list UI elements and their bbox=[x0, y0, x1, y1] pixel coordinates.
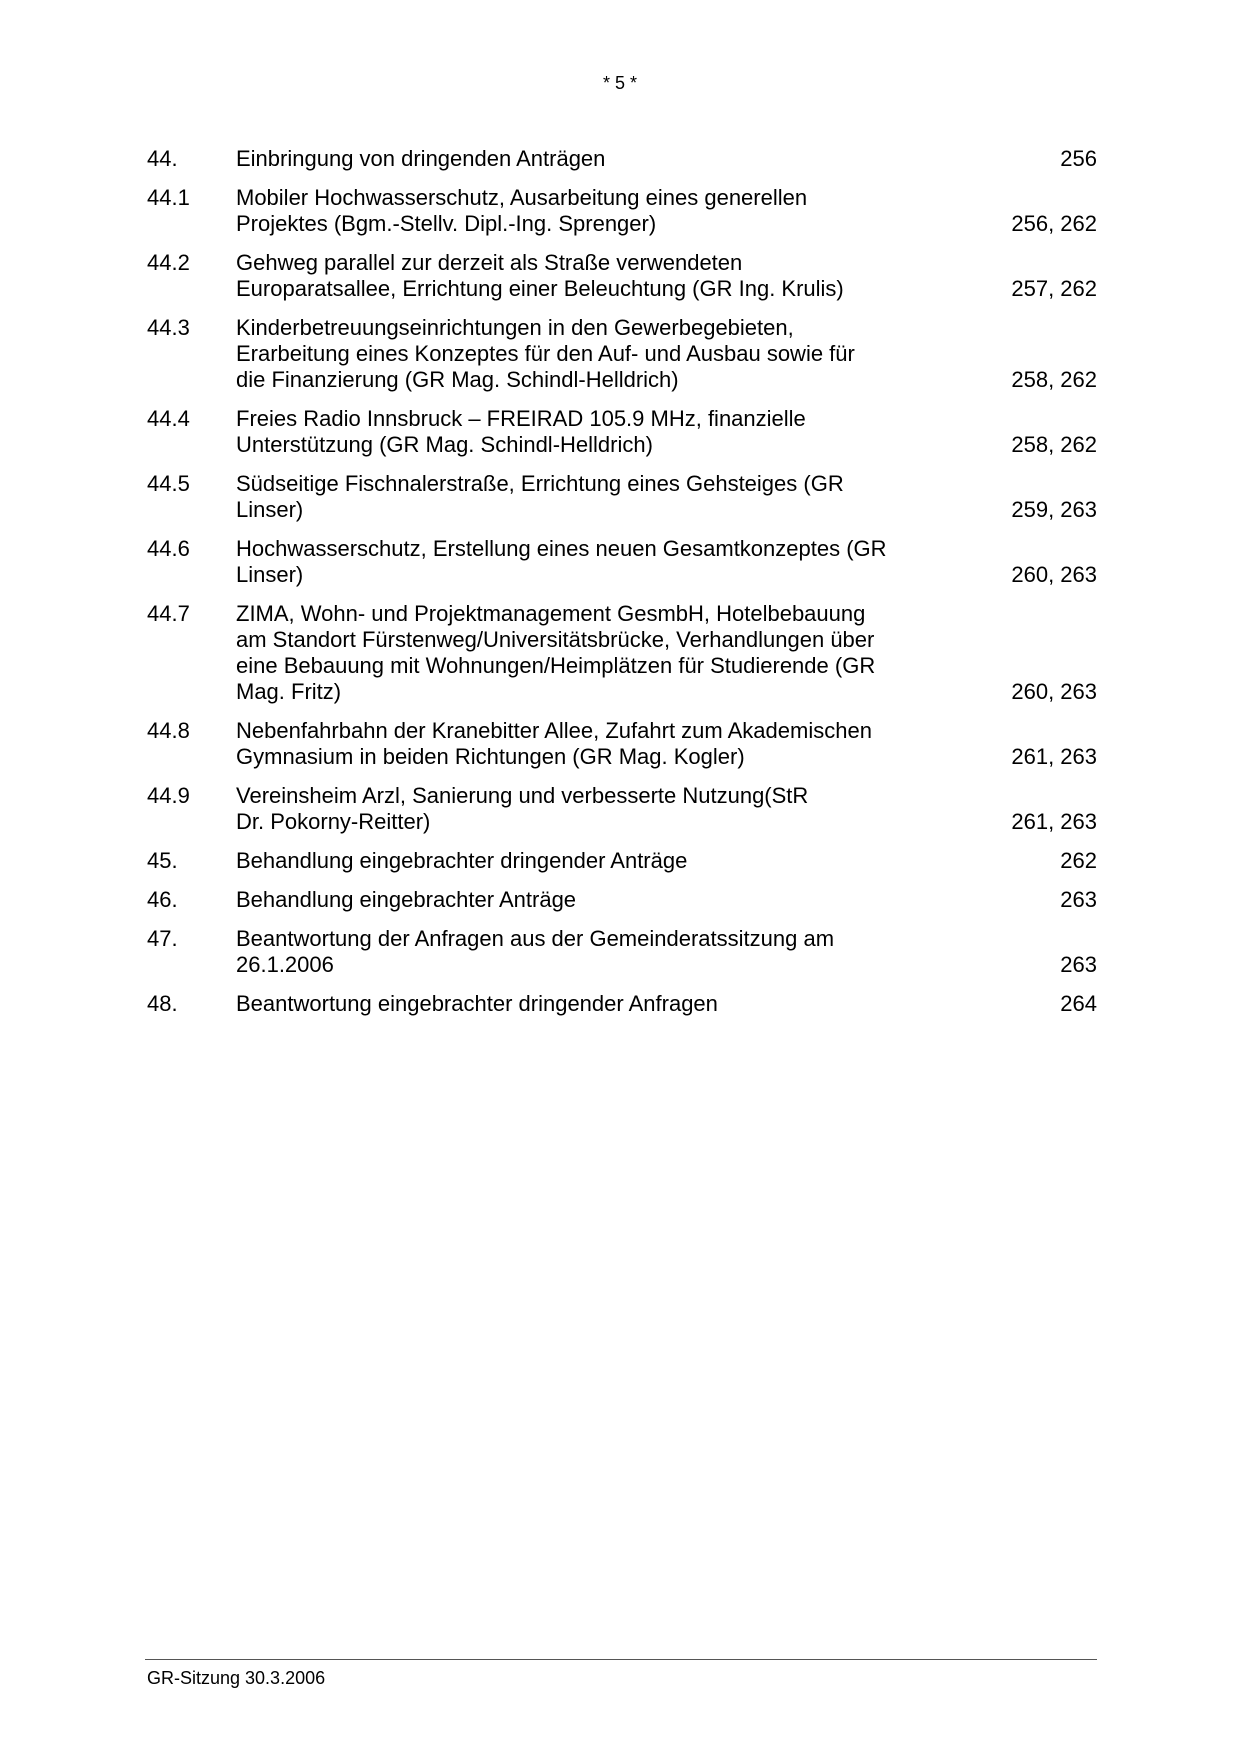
toc-item-number: 44.4 bbox=[147, 406, 190, 431]
toc-item-title: Behandlung eingebrachter Anträge bbox=[236, 887, 577, 912]
toc-item-number: 44.7 bbox=[147, 601, 190, 626]
toc-row-45 bbox=[147, 848, 1097, 874]
toc-item-number: 44.1 bbox=[147, 185, 190, 210]
toc-item-title: Beantwortung eingebrachter dringender Anfragen bbox=[236, 991, 718, 1016]
toc-row-44-4 bbox=[147, 406, 1097, 458]
toc-item-pages: 258, 262 bbox=[1011, 432, 1097, 457]
table-of-contents bbox=[147, 146, 1097, 1030]
toc-row-44-7 bbox=[147, 601, 1097, 705]
toc-item-pages: 264 bbox=[1060, 991, 1097, 1016]
toc-row-44-1 bbox=[147, 185, 1097, 237]
footer-text: GR-Sitzung 30.3.2006 bbox=[147, 1668, 326, 1688]
toc-item-pages: 263 bbox=[1060, 952, 1097, 977]
toc-row-44-9 bbox=[147, 783, 1097, 835]
toc-item-number: 44.5 bbox=[147, 471, 190, 496]
toc-item-pages: 262 bbox=[1060, 848, 1097, 873]
toc-item-title: Beantwortung der Anfragen aus der Gemeinderatssitzung am 26.1.2006 bbox=[236, 926, 835, 977]
toc-row-44-2 bbox=[147, 250, 1097, 302]
toc-row-47 bbox=[147, 926, 1097, 978]
toc-item-title: Kinderbetreuungseinrichtungen in den Gewerbegebieten, Erarbeitung eines Konzeptes für den Auf- und Ausbau sowie für die Finanzierung (GR Mag. Schindl-Helldrich) bbox=[236, 315, 855, 392]
toc-item-number: 47. bbox=[147, 926, 178, 951]
toc-row-44-3 bbox=[147, 315, 1097, 393]
toc-item-title: Mobiler Hochwasserschutz, Ausarbeitung eines generellen Projektes (Bgm.-Stellv. Dipl.-Ing. Sprenger) bbox=[236, 185, 808, 236]
toc-item-title: Südseitige Fischnalerstraße, Errichtung eines Gehsteiges (GR Linser) bbox=[236, 471, 844, 522]
toc-item-pages: 256 bbox=[1060, 146, 1097, 171]
toc-item-pages: 259, 263 bbox=[1011, 497, 1097, 522]
toc-item-pages: 258, 262 bbox=[1011, 367, 1097, 392]
toc-item-pages: 263 bbox=[1060, 887, 1097, 912]
toc-row-44-5 bbox=[147, 471, 1097, 523]
toc-item-pages: 256, 262 bbox=[1011, 211, 1097, 236]
toc-item-title: ZIMA, Wohn- und Projektmanagement GesmbH, Hotelbebauung am Standort Fürstenweg/Universitätsbrücke, Verhandlungen über eine Bebauung mit Wohnungen/Heimplätzen für Studierende (GR Mag. Fritz) bbox=[236, 601, 876, 704]
toc-item-title: Behandlung eingebrachter dringender Anträge bbox=[236, 848, 688, 873]
toc-item-pages: 257, 262 bbox=[1011, 276, 1097, 301]
toc-item-number: 44.2 bbox=[147, 250, 190, 275]
toc-item-title: Vereinsheim Arzl, Sanierung und verbesserte Nutzung(StR Dr. Pokorny-Reitter) bbox=[236, 783, 809, 834]
toc-item-title: Hochwasserschutz, Erstellung eines neuen Gesamtkonzeptes (GR Linser) bbox=[236, 536, 887, 587]
toc-item-number: 44.8 bbox=[147, 718, 190, 743]
toc-item-title: Nebenfahrbahn der Kranebitter Allee, Zufahrt zum Akademischen Gymnasium in beiden Richtungen (GR Mag. Kogler) bbox=[236, 718, 872, 769]
toc-item-pages: 260, 263 bbox=[1011, 679, 1097, 704]
toc-item-number: 44.9 bbox=[147, 783, 190, 808]
toc-item-number: 44.6 bbox=[147, 536, 190, 561]
toc-row-44 bbox=[147, 146, 1097, 172]
toc-item-title: Freies Radio Innsbruck – FREIRAD 105.9 MHz, finanzielle Unterstützung (GR Mag. Schindl-Helldrich) bbox=[236, 406, 806, 457]
toc-item-number: 44.3 bbox=[147, 315, 190, 340]
toc-row-44-8 bbox=[147, 718, 1097, 770]
toc-item-pages: 260, 263 bbox=[1011, 562, 1097, 587]
toc-row-48 bbox=[147, 991, 1097, 1017]
toc-row-44-6 bbox=[147, 536, 1097, 588]
toc-item-pages: 261, 263 bbox=[1011, 809, 1097, 834]
toc-item-number: 46. bbox=[147, 887, 178, 912]
toc-item-number: 48. bbox=[147, 991, 178, 1016]
toc-item-title: Gehweg parallel zur derzeit als Straße verwendeten Europaratsallee, Errichtung einer Beleuchtung (GR Ing. Krulis) bbox=[236, 250, 844, 301]
page-number: * 5 * bbox=[602, 73, 638, 93]
toc-item-title: Einbringung von dringenden Anträgen bbox=[236, 146, 606, 171]
footer-divider bbox=[145, 1659, 1097, 1660]
toc-item-number: 44. bbox=[147, 146, 178, 171]
toc-item-pages: 261, 263 bbox=[1011, 744, 1097, 769]
toc-row-46 bbox=[147, 887, 1097, 913]
toc-item-number: 45. bbox=[147, 848, 178, 873]
